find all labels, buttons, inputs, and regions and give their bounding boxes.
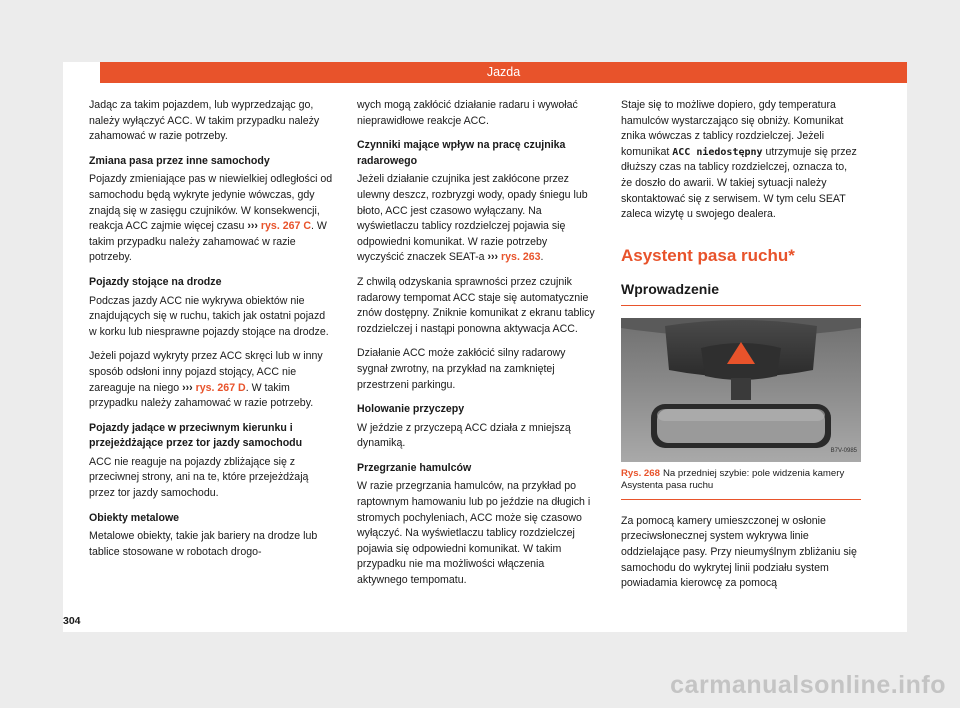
figure-windshield-camera [621,318,861,462]
heading-lane-change: Zmiana pasa przez inne samochody [89,154,270,167]
watermark: carmanualsonline.info [670,671,946,699]
text: . W takim przypadku należy zahamować w razie potrzeby. [89,381,314,410]
text: utrzymuje się przez dłuższy czas na tablicy rozdzielczej, oznacza to, że doszło do awarii. W takiej sytuacji należy skontaktować się z serwisem. W tym celu SEAT zaleca wizytę u swojego dealera. [621,145,857,221]
chapter-header: Jazda [100,62,907,83]
paragraph [357,172,597,266]
column-right [621,98,861,601]
paragraph [89,349,333,411]
arrow-icon: ››› [182,381,193,394]
arrow-icon: ››› [247,220,258,233]
paragraph: W jeździe z przyczepą ACC działa z mniejszą dynamiką. [357,421,571,450]
caption-text: Na przedniej szybie: pole widzenia kamery Asystenta pasa ruchu [621,467,845,492]
text: Pojazdy zmieniające pas w niewielkiej odległości od samochodu będą wykryte jedynie wówczas, gdy znajdą się w zasięgu czujników. W konsekwencji, reakcja ACC zajmie więcej czasu [89,173,333,233]
column-middle [357,98,597,598]
windshield-illustration [621,318,861,462]
text: . [540,251,544,264]
heading-brake-overheating: Przegrzanie hamulców [357,461,472,474]
figure-code: B7V-0985 [830,448,857,455]
text: Jeżeli pojazd wykryty przez ACC skręci lub w inny sposób odsłoni inny pojazd stojący, ACC nie zareaguje na niego [89,350,323,394]
paragraph: ACC nie reaguje na pojazdy zbliżające się z przeciwnej strony, ani na te, które przejeżdżają przez tor jazdy samochodu. [89,455,309,500]
caption-label: Rys. 268 [621,467,660,479]
paragraph: Metalowe obiekty, takie jak bariery na drodze lub tablice stosowane w robotach drogo- [89,530,318,558]
heading-stationary-vehicles: Pojazdy stojące na drodze [89,275,222,288]
manual-page [63,62,907,632]
paragraph: wych mogą zakłócić działanie radaru i wywołać nieprawidłowe reakcje ACC. [357,99,578,127]
arrow-icon: ››› [487,251,499,264]
column-left [89,98,333,569]
heading-radar-factors: Czynniki mające wpływ na pracę czujnika radarowego [357,139,566,167]
paragraph: Działanie ACC może zakłócić silny radarowy sygnał zwrotny, na przykład na zamkniętej przestrzeni parkingu. [357,347,566,391]
heading-metal-objects: Obiekty metalowe [89,511,180,524]
figure-link[interactable]: rys. 267 D [192,381,246,394]
figure-caption [621,468,861,500]
paragraph: Podczas jazdy ACC nie wykrywa obiektów nie znajdujących się w ruchu, takich jak ostatni pojazd w korku lub niesprawne pojazdy stojące na drodze. [89,294,329,338]
paragraph: W razie przegrzania hamulców, na przykład po raptownym hamowaniu lub po jeździe na długich i stromych pochyleniach, ACC może się czasowo wyłączyć. Na wyświetlaczu tablicy rozdzielczej pojawia się odpowiedni komunikat. W takim przypadku nie ma możliwości włączenia aktywnego tempomatu. [357,480,591,587]
paragraph: Jadąc za takim pojazdem, lub wyprzedzając go, należy wyłączyć ACC. W takim przypadku należy zahamować w razie potrzeby. [89,99,320,143]
paragraph [621,98,861,223]
heading-oncoming-vehicles: Pojazdy jadące w przeciwnym kierunku i przejeżdżające przez tor jazdy samochodu [89,421,303,450]
page-number: 304 [63,615,81,627]
heading-trailer-towing: Holowanie przyczepy [357,403,465,416]
paragraph: Za pomocą kamery umieszczonej w osłonie przeciwsłonecznej system wykrywa linie oddzielające pasy. Przy nieumyślnym zbliżaniu się samochodu do wykrytej linii podziału system powiadamia kierowcę za pomocą [621,514,857,590]
paragraph [89,172,333,266]
text: . W takim przypadku należy zahamować w razie potrzeby. [89,220,327,264]
display-message: ACC niedostępny [672,146,763,158]
section-title: Asystent pasa ruchu* [621,245,795,265]
text: Jeżeli działanie czujnika jest zakłócone przez ulewny deszcz, rozbryzgi wody, opady śniegu lub błoto, ACC jest czasowo wyłączany. Na wyświetlaczu tablicy rozdzielczej pojawia się odpowiedni komunikat. W razie potrzeby wyczyścić znaczek SEAT-a [357,173,588,264]
paragraph: Z chwilą odzyskania sprawności przez czujnik radarowy tempomat ACC staje się automatycznie znów dostępny. Zniknie komunikat z ekranu tablicy rozdzielczej i nastąpi ponowna aktywacja ACC. [357,275,595,335]
figure-link[interactable]: rys. 267 C [257,220,311,233]
subsection-title: Wprowadzenie [621,279,861,306]
figure-link[interactable]: rys. 263 [498,251,541,264]
text: Staje się to możliwe dopiero, gdy temperatura hamulców wystarczająco się obniży. Komunikat znika wówczas z tablicy rozdzielczej. Jeżeli komunikat [621,99,844,158]
